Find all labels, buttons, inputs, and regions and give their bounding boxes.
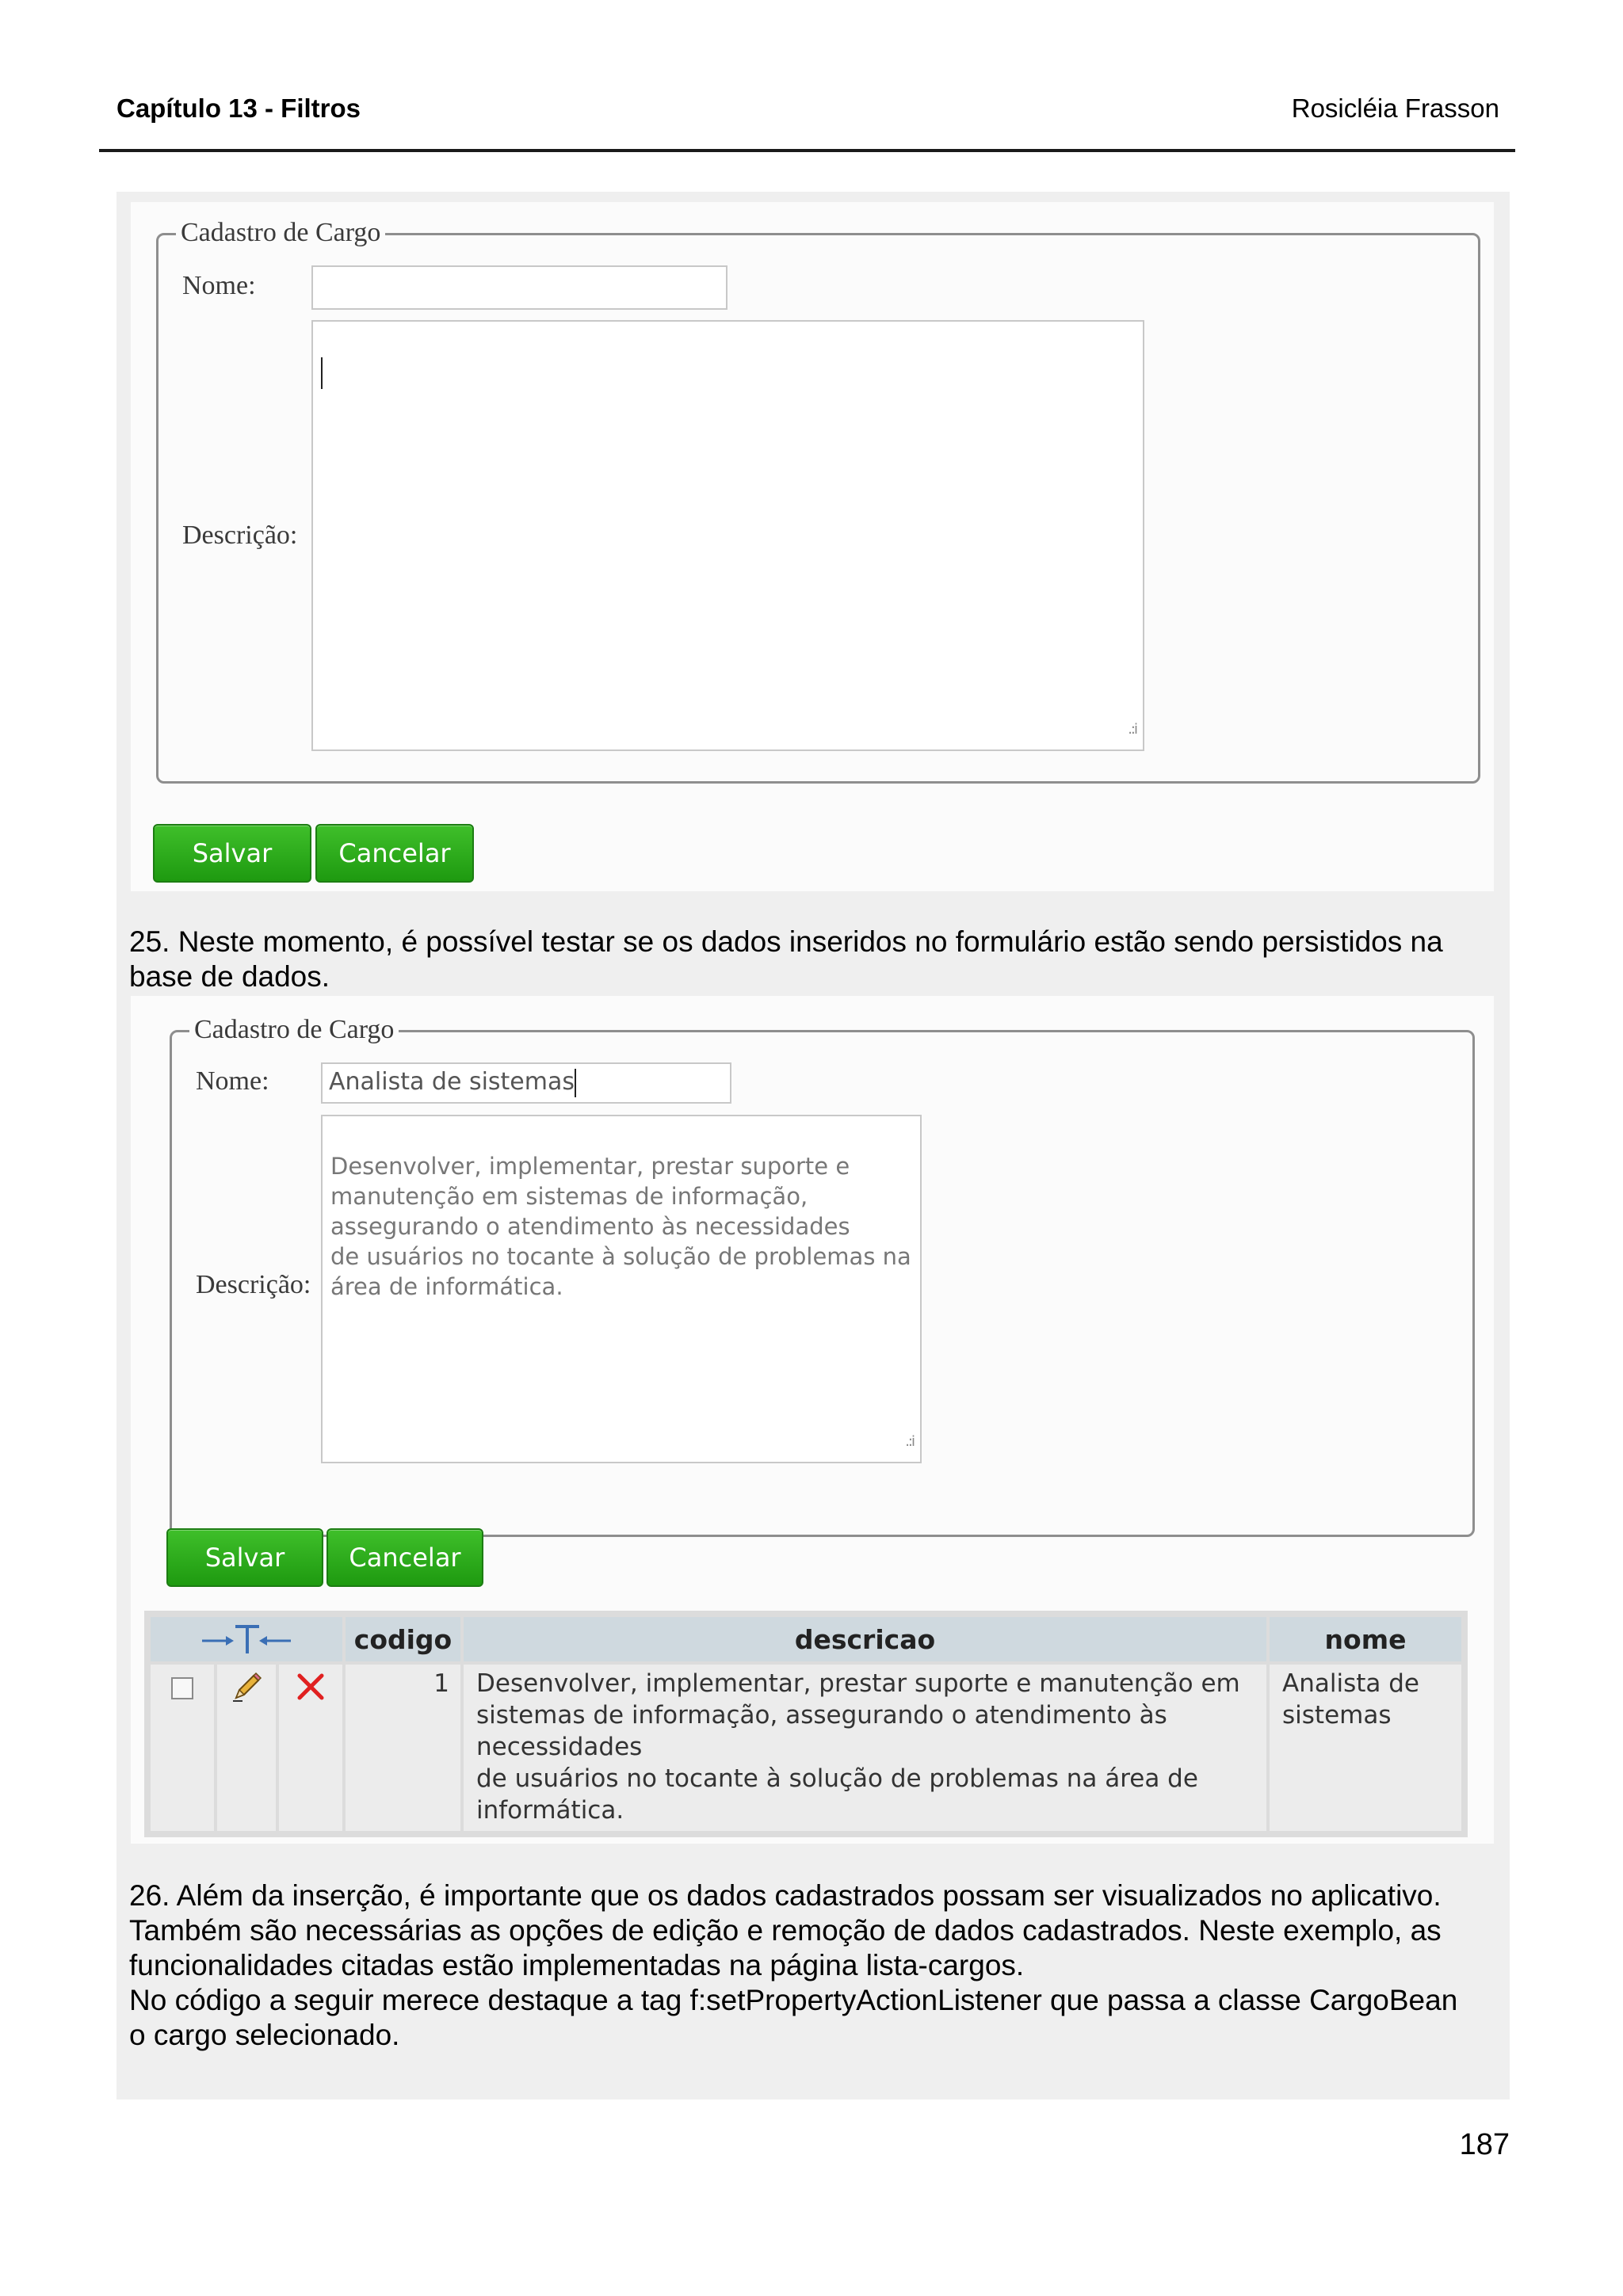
column-header-codigo[interactable]: codigo — [346, 1617, 460, 1661]
cell-codigo: 1 — [346, 1665, 460, 1831]
text-cursor — [321, 357, 323, 389]
text-width-icon — [199, 1622, 294, 1657]
cancel-button-filled[interactable]: Cancelar — [327, 1528, 483, 1587]
cell-nome: Analista de sistemas — [1270, 1665, 1461, 1831]
red-x-icon[interactable] — [295, 1671, 327, 1703]
step-26-paragraph — [129, 1878, 1496, 2053]
step-26-line-3: funcionalidades citadas estão implementadas na página lista-cargos. — [129, 1949, 1025, 1981]
nome-label: Nome: — [182, 271, 256, 300]
descricao-textarea[interactable] — [311, 320, 1144, 751]
text-cursor — [575, 1069, 576, 1097]
column-header-descricao[interactable]: descricao — [464, 1617, 1266, 1661]
step-26-line-2: Também são necessárias as opções de edição e remoção de dados cadastrados. Neste exemplo, as — [129, 1914, 1442, 1947]
page-number: 187 — [1459, 2128, 1510, 2161]
save-button[interactable]: Salvar — [153, 824, 311, 883]
chapter-title: Capítulo 13 - Filtros — [116, 93, 361, 123]
descricao-textarea-filled[interactable] — [321, 1115, 922, 1463]
nome-input[interactable] — [311, 265, 727, 310]
descricao-label-filled: Descrição: — [196, 1270, 311, 1299]
row-edit-cell — [217, 1665, 276, 1831]
fieldset-legend: Cadastro de Cargo — [176, 218, 385, 248]
cell-descricao: Desenvolver, implementar, prestar suporte e manutenção em sistemas de informação, assegurando o atendimento às necessidades de usuários no tocante à solução de problemas na área de informática. — [464, 1665, 1266, 1831]
step-25-line-2: base de dados. — [129, 960, 330, 993]
row-select-cell — [151, 1665, 214, 1831]
cargos-table — [144, 1611, 1468, 1837]
form-screenshot-empty — [131, 202, 1494, 891]
fieldset-legend-filled: Cadastro de Cargo — [189, 1015, 399, 1045]
row-checkbox[interactable] — [171, 1677, 193, 1699]
pencil-icon[interactable] — [230, 1671, 263, 1704]
nome-input-filled[interactable] — [321, 1062, 731, 1104]
descricao-value: Desenvolver, implementar, prestar suporte e manutenção em sistemas de informação, assegurando o atendimento às necessidades de usuários no tocante à solução de problemas na área de informática. — [330, 1153, 911, 1300]
step-25-paragraph — [129, 925, 1496, 994]
nome-label-filled: Nome: — [196, 1066, 269, 1096]
cancel-button[interactable]: Cancelar — [315, 824, 474, 883]
column-header-nome[interactable]: nome — [1270, 1617, 1461, 1661]
resize-grip-icon[interactable]: .:i — [1128, 721, 1136, 738]
row-delete-cell — [279, 1665, 342, 1831]
cadastro-fieldset — [156, 218, 1480, 784]
author-name: Rosicléia Frasson — [1291, 93, 1499, 123]
step-25-line-1: 25. Neste momento, é possível testar se os dados inseridos no formulário estão sendo persistidos na — [129, 925, 1443, 958]
descricao-label: Descrição: — [182, 521, 298, 550]
step-26-line-1: 26. Além da inserção, é importante que os dados cadastrados possam ser visualizados no aplicativo. — [129, 1879, 1442, 1912]
column-width-header[interactable] — [151, 1617, 342, 1661]
header-divider — [99, 149, 1515, 152]
nome-input-value: Analista de sistemas — [329, 1068, 575, 1096]
resize-grip-icon[interactable]: .:i — [905, 1433, 914, 1450]
step-26-line-4: No código a seguir merece destaque a tag f:setPropertyActionListener que passa a classe CargoBean — [129, 1984, 1458, 2016]
save-button-filled[interactable]: Salvar — [166, 1528, 323, 1587]
cadastro-fieldset-filled — [170, 1015, 1475, 1537]
step-26-line-5: o cargo selecionado. — [129, 2019, 400, 2051]
